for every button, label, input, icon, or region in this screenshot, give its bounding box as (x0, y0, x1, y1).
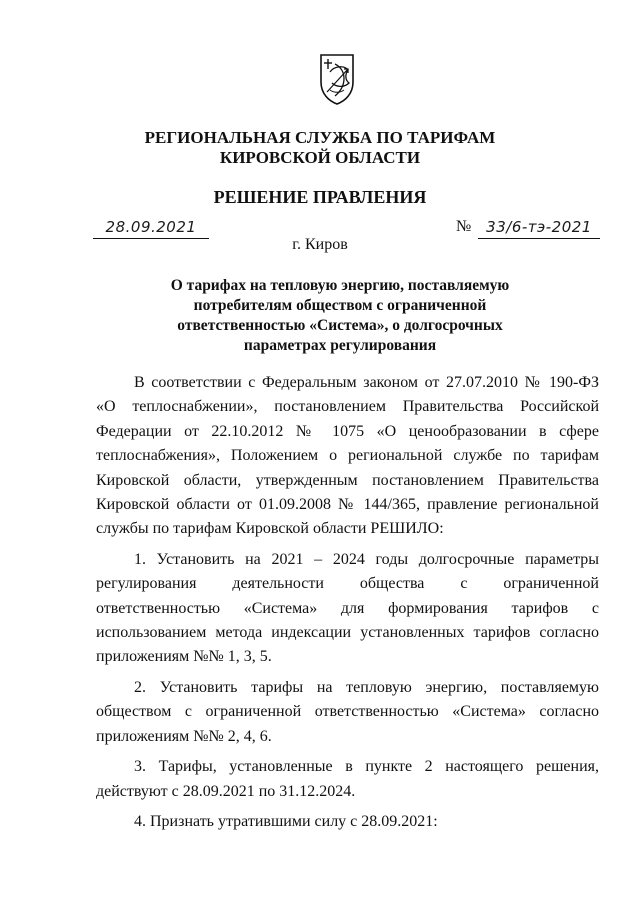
decision-item-3: 3. Тарифы, установленные в пункте 2 настоящего решения, действуют с 28.09.2021 по 31.12.2024. (96, 758, 599, 800)
organization-name-line1: РЕГИОНАЛЬНАЯ СЛУЖБА ПО ТАРИФАМ (144, 128, 496, 147)
number-sign: № (456, 218, 472, 235)
document-type-title: РЕШЕНИЕ ПРАВЛЕНИЯ (213, 187, 427, 207)
preamble-paragraph: В соответствии с Федеральным законом от 27.07.2010 № 190-ФЗ «О теплоснабжении», постановлением Правительства Российской Федерации от 22.10.2012 № 1075 «О ценообразовании в сфере теплоснабжения», Положением о региональной службе по тарифам Кировской области, утвержденным постановлением Правительства Кировской области от 01.09.2008 № 144/365, правление региональной службы по тарифам Кировской области РЕШИЛО: (96, 374, 599, 538)
decision-number: 33/6-тэ-2021 (478, 218, 600, 239)
decision-item-2: 2. Установить тарифы на тепловую энергию, поставляемую обществом с ограниченной ответственностью «Система» согласно приложениям №№ 2, 4, 6. (96, 678, 599, 745)
city-name: г. Киров (292, 236, 348, 253)
decision-number-field (456, 218, 606, 238)
decision-item-1: 1. Установить на 2021 – 2024 годы долгосрочные параметры регулирования деятельности общества с ограниченной ответственностью «Система» для формирования тарифов с использованием метода индексации установленных тарифов согласно приложениям №№ 1, 3, 5. (96, 550, 599, 666)
organization-name-line2: КИРОВСКОЙ ОБЛАСТИ (219, 148, 421, 167)
document-subject: О тарифах на тепловую энергию, поставляемую потребителям обществом с ограниченной ответственностью «Система», о долгосрочных параметрах регулирования (170, 277, 510, 354)
document-body (96, 371, 599, 834)
coat-of-arms-icon (318, 52, 356, 106)
decision-date: 28.09.2021 (93, 218, 209, 239)
decision-item-4: 4. Признать утратившими силу с 28.09.2021: (134, 812, 438, 830)
